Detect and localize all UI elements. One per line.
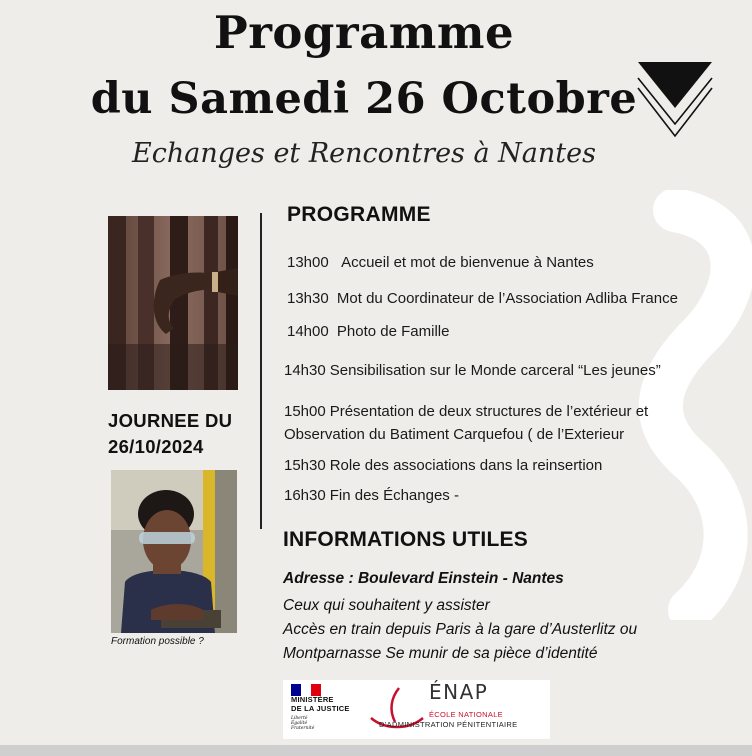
journee-date-value: 26/10/2024 xyxy=(108,436,204,457)
programme-item xyxy=(287,290,678,307)
bottom-strip xyxy=(0,745,752,756)
info-heading: INFORMATIONS UTILES xyxy=(283,528,528,551)
item-label: Accueil et mot de bienvenue à Nantes xyxy=(341,254,594,271)
page-title-line-2: du Samedi 26 Octobre xyxy=(90,74,638,124)
training-photo xyxy=(111,470,237,633)
item-label-continued: Observation du Batiment Carquefou ( de l’Exterieur xyxy=(284,426,625,443)
journee-date xyxy=(108,408,258,460)
page-title-line-1: Programme xyxy=(213,6,515,59)
item-time: 13h00 xyxy=(287,254,329,271)
enap-subtitle-1: ÉCOLE NATIONALE xyxy=(429,710,503,719)
programme-item xyxy=(284,362,661,379)
enap-name: ÉNAP xyxy=(429,680,489,704)
prison-bars-photo xyxy=(108,216,238,390)
divider-line xyxy=(260,213,262,529)
item-label: Mot du Coordinateur de l’Association Adliba France xyxy=(336,290,678,307)
item-label: Présentation de deux structures de l’extérieur et xyxy=(329,403,649,420)
programme-heading: PROGRAMME xyxy=(287,203,431,226)
programme-item xyxy=(287,254,594,271)
photo-caption: Formation possible ? xyxy=(111,636,204,647)
item-label: Fin des Échanges - xyxy=(329,487,459,504)
info-line: Ceux qui souhaitent y assister xyxy=(283,597,490,614)
item-time: 16h30 xyxy=(284,487,326,504)
item-time: 14h00 xyxy=(287,323,329,340)
programme-item xyxy=(287,323,449,340)
enap-subtitle-2: D’ADMINISTRATION PÉNITENTIAIRE xyxy=(379,720,518,729)
programme-item xyxy=(284,400,648,446)
programme-item xyxy=(284,457,602,474)
page-subtitle: Echanges et Rencontres à Nantes xyxy=(132,138,596,169)
item-time: 15h00 xyxy=(284,403,326,420)
programme-item xyxy=(284,487,459,504)
info-line: Montparnasse Se munir de sa pièce d’identité xyxy=(283,645,598,662)
devise-label: Liberté Égalité Fraternité xyxy=(291,716,315,731)
info-line: Accès en train depuis Paris à la gare d’Austerlitz ou xyxy=(283,621,638,638)
item-time: 15h30 xyxy=(284,457,326,474)
item-time: 13h30 xyxy=(287,290,329,307)
address: Adresse : Boulevard Einstein - Nantes xyxy=(283,570,564,587)
item-label: Role des associations dans la reinsertion xyxy=(329,457,603,474)
item-label: Photo de Famille xyxy=(336,323,450,340)
journee-label: JOURNEE DU xyxy=(108,410,233,431)
item-label: Sensibilisation sur le Monde carceral “Les jeunes” xyxy=(329,362,661,379)
item-time: 14h30 xyxy=(284,362,326,379)
ministere-label: MINISTÈRE DE LA JUSTICE xyxy=(291,695,350,713)
partner-logos xyxy=(283,680,550,739)
